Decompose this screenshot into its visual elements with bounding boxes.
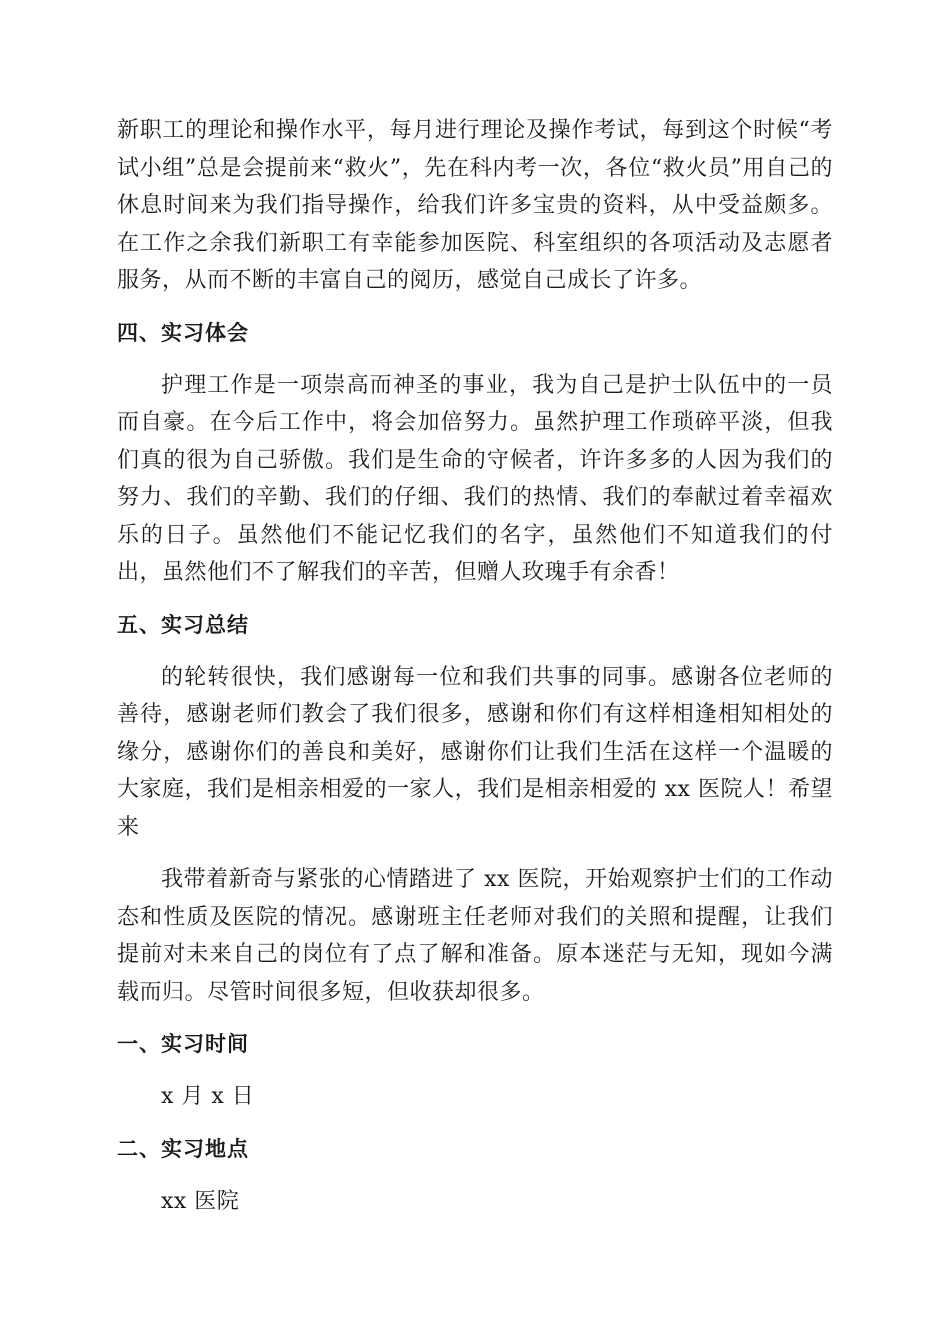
paragraph-internship-time: x 月 x 日: [161, 1084, 255, 1109]
paragraph-introduction: 我带着新奇与紧张的心情踏进了 xx 医院，开始观察护士们的工作动态和性质及医院的情况。感谢班主任老师对我们的关照和提醒，让我们提前对未来自己的岗位有了点了解和准备。原本迷茫与无知，现如今满载而归。尽管时间很多短，但收获却很多。: [117, 867, 833, 1005]
heading-internship-summary: 五、实习总结: [117, 612, 249, 637]
document-page: [117, 112, 833, 1220]
paragraph-training: 新职工的理论和操作水平，每月进行理论及操作考试，每到这个时候“考试小组”总是会提前来“救火”，先在科内考一次，各位“救火员”用自己的休息时间来为我们指导操作，给我们许多宝贵的资料，从中受益颇多。在工作之余我们新职工有幸能参加医院、科室组织的各项活动及志愿者服务，从而不断的丰富自己的阅历，感觉自己成长了许多。: [117, 118, 833, 293]
paragraph-summary: 的轮转很快，我们感谢每一位和我们共事的同事。感谢各位老师的善待，感谢老师们教会了我们很多，感谢和你们有这样相逢相知相处的缘分，感谢你们的善良和美好，感谢你们让我们生活在这样一个温暖的大家庭，我们是相亲相爱的一家人，我们是相亲相爱的 xx 医院人！希望来: [117, 664, 833, 840]
paragraph-experience: 护理工作是一项崇高而神圣的事业，我为自己是护士队伍中的一员而自豪。在今后工作中，将会加倍努力。虽然护理工作琐碎平淡，但我们真的很为自己骄傲。我们是生命的守候者，许许多多的人因为我们的努力、我们的辛勤、我们的仔细、我们的热情、我们的奉献过着幸福欢乐的日子。虽然他们不能记忆我们的名字，虽然他们不知道我们的付出，虽然他们不了解我们的辛苦，但赠人玫瑰手有余香！: [117, 372, 833, 585]
paragraph-internship-location: xx 医院: [161, 1188, 240, 1214]
heading-internship-time: 一、实习时间: [117, 1032, 249, 1056]
heading-internship-experience: 四、实习体会: [117, 320, 249, 345]
heading-internship-location: 二、实习地点: [117, 1136, 249, 1161]
